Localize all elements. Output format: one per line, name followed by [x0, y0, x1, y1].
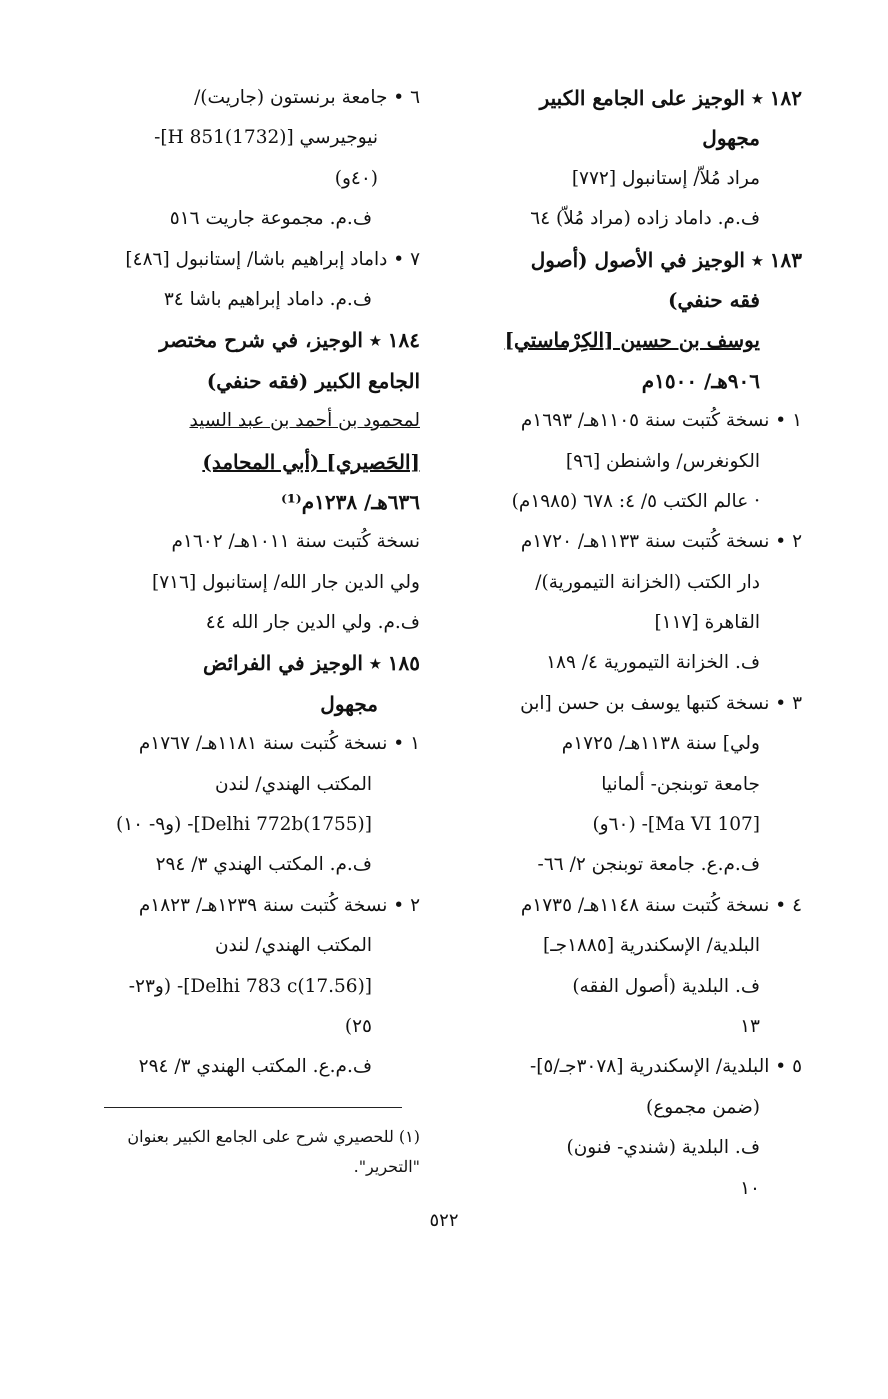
text-line: ١٠ — [740, 1177, 760, 1199]
text-line: يوسف بن حسين [الكِرْماستي] — [504, 328, 760, 353]
text-line: نيوجيرسي [H 851(1732)]- — [154, 127, 378, 149]
page-number: ٥٢٢ — [429, 1210, 459, 1231]
text-line: ف.م. ولي الدين جار الله ٤٤ — [205, 612, 420, 634]
text-line: مجهول — [320, 691, 378, 716]
text-line: ف.م. داماد زاده (مراد مُلاّ) ٦٤ — [530, 208, 760, 230]
text-line: ف. البلدية (أصول الفقه) — [572, 975, 760, 997]
text-line: [الحَصيري] (أبي المحامد) — [202, 449, 420, 474]
footnote-line: "التحرير". — [353, 1157, 420, 1176]
footnote-separator — [104, 1107, 402, 1108]
text-line: [Delhi 783 c(17.56)]- (و٢٣- — [128, 975, 372, 997]
text-line: ٧ • داماد إبراهيم باشا/ إستانبول [٤٨٦] — [125, 248, 420, 270]
text-line: ٣ • نسخة كتبها يوسف بن حسن [ابن — [520, 692, 802, 714]
text-line: ف.م.ع. المكتب الهندي ٣/ ٢٩٤ — [138, 1056, 372, 1078]
text-line: ٢ • نسخة كُتبت سنة ١٢٣٩هـ/ ١٨٢٣م — [138, 894, 420, 916]
text-line: جامعة توبنجن- ألمانيا — [601, 773, 760, 795]
text-line: ف.م. داماد إبراهيم باشا ٣٤ — [163, 288, 372, 310]
text-line: ٦٣٦هـ/ ١٢٣٨م⁽¹⁾ — [281, 489, 420, 514]
text-line: الجامع الكبير (فقه حنفي) — [206, 368, 420, 393]
text-line: ٥ • البلدية/ الإسكندرية [٣٠٧٨جـ/٥]- — [529, 1056, 802, 1078]
text-line: فقه حنفي) — [667, 287, 760, 312]
text-line: ف.م. المكتب الهندي ٣/ ٢٩٤ — [155, 854, 372, 876]
text-line: ١ • نسخة كُتبت سنة ١١٨١هـ/ ١٧٦٧م — [138, 733, 420, 755]
text-line: ١ • نسخة كُتبت سنة ١١٠٥هـ/ ١٦٩٣م — [520, 410, 802, 432]
text-line: مجهول — [702, 126, 760, 151]
text-line: (ضمن مجموع) — [646, 1096, 760, 1118]
text-line: ١٨٢ ٭ الوجيز على الجامع الكبير — [539, 86, 802, 110]
text-line: (٤٠و) — [334, 167, 378, 189]
text-line: ٩٠٦هـ/ ١٥٠٠م — [641, 368, 760, 393]
text-line: البلدية/ الإسكندرية [١٨٨٥جـ] — [542, 935, 760, 957]
footnote — [70, 1122, 420, 1182]
left-column — [70, 78, 420, 1088]
text-line: ف. البلدية (شندي- فنون) — [566, 1137, 760, 1159]
text-line: [Delhi 772b(1755)]- (و٩- ١٠) — [116, 814, 372, 836]
text-line: ولي الدين جار الله/ إستانبول [٧١٦] — [151, 571, 420, 593]
text-line: ١٨٤ ٭ الوجيز، في شرح مختصر — [159, 328, 420, 353]
text-line: ف. الخزانة التيمورية ٤/ ١٨٩ — [546, 652, 760, 674]
text-line: ١٨٥ ٭ الوجيز في الفرائض — [202, 651, 420, 676]
text-line: الكونغرس/ واشنطن [٩٦] — [565, 450, 760, 472]
text-line: مراد مُلاّ/ إستانبول [٧٧٢] — [571, 167, 760, 189]
text-line: المكتب الهندي/ لندن — [214, 935, 372, 957]
text-line: نسخة كُتبت سنة ١٠١١هـ/ ١٦٠٢م — [171, 531, 420, 553]
footnote-line: (١) للحصيري شرح على الجامع الكبير بعنوان — [127, 1127, 420, 1146]
text-line: ولي] سنة ١١٣٨هـ/ ١٧٢٥م — [561, 733, 760, 755]
text-line: [Ma VI 107]- (٦٠و) — [592, 814, 760, 836]
text-line: ف.م. مجموعة جاريت ٥١٦ — [169, 208, 372, 230]
text-line: · عالم الكتب ٥/ ٤: ٦٧٨ (١٩٨٥م) — [511, 490, 760, 512]
text-line: ٦ • جامعة برنستون (جاريت)/ — [194, 87, 420, 108]
text-line: القاهرة [١١٧] — [654, 612, 760, 634]
text-line: لمحمود بن أحمد بن عبد السيد — [189, 410, 420, 432]
text-line: دار الكتب (الخزانة التيمورية)/ — [535, 571, 760, 593]
text-line: ٤ • نسخة كُتبت سنة ١١٤٨هـ/ ١٧٣٥م — [520, 894, 802, 916]
text-line: ١٣ — [740, 1015, 760, 1037]
right-column — [452, 78, 802, 1209]
text-line: ٢٥) — [344, 1015, 372, 1037]
text-line: المكتب الهندي/ لندن — [214, 773, 372, 795]
text-line: ٢ • نسخة كُتبت سنة ١١٣٣هـ/ ١٧٢٠م — [520, 531, 802, 553]
text-line: ف.م.ع. جامعة توبنجن ٢/ ٦٦- — [537, 854, 760, 876]
text-line: ١٨٣ ٭ الوجيز في الأصول (أصول — [530, 247, 802, 272]
